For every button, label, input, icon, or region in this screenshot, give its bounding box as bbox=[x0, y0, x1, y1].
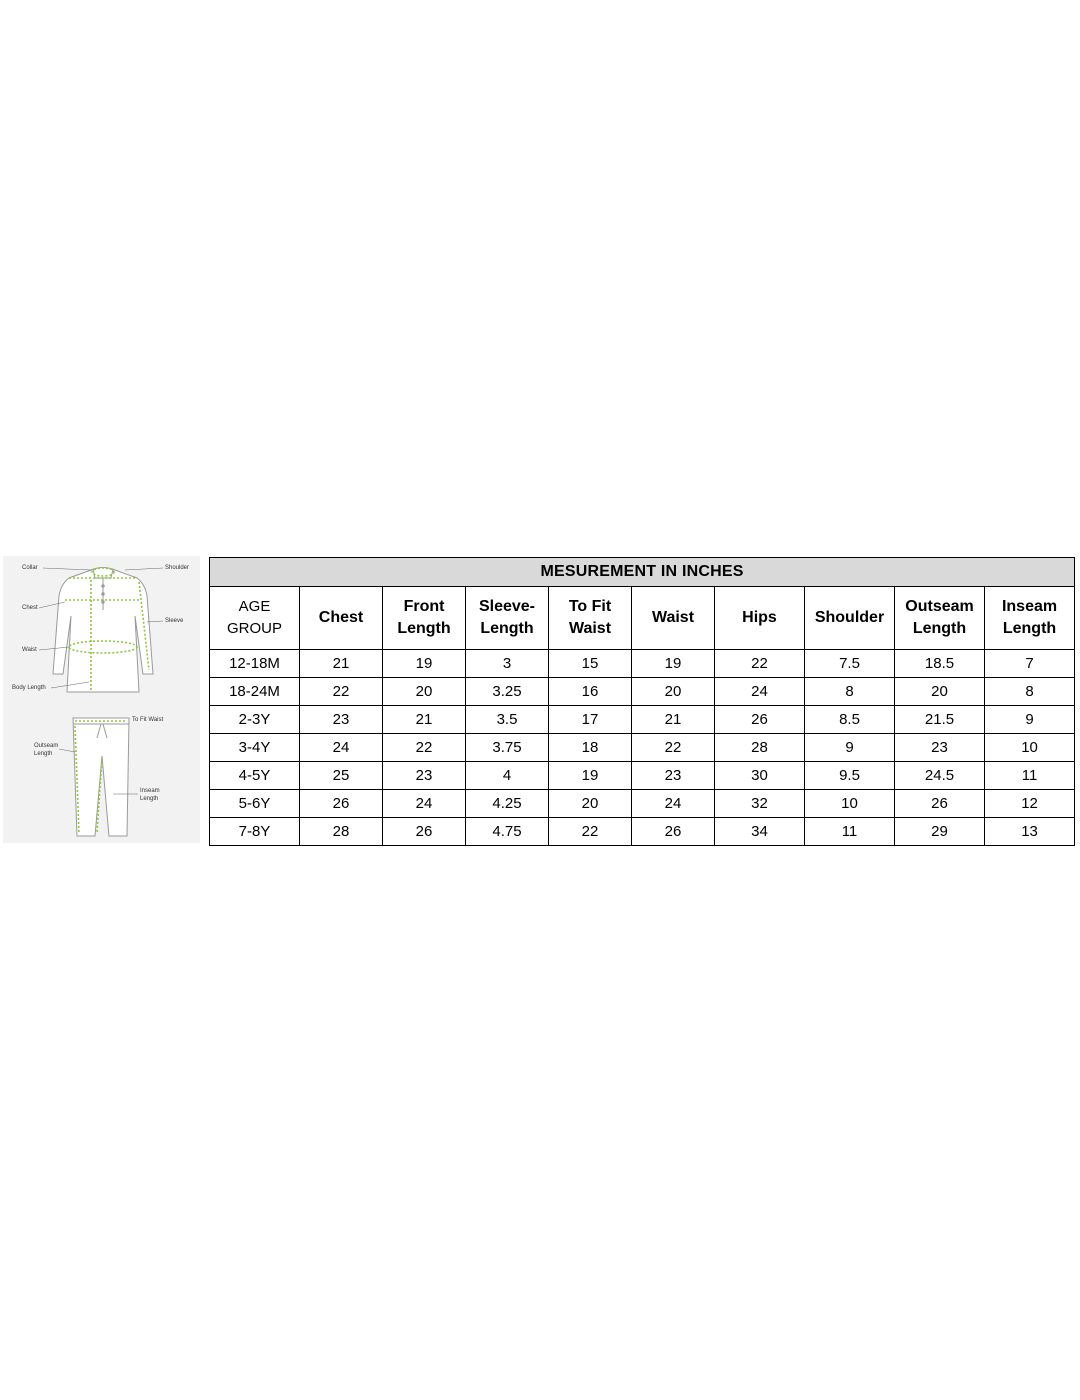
table-header-row bbox=[210, 587, 1075, 650]
kurta-pajama-illustration bbox=[3, 556, 200, 843]
measurement-cell: 7 bbox=[985, 650, 1075, 678]
label-body-length: Body Length bbox=[12, 685, 46, 691]
label-shoulder: Shoulder bbox=[165, 565, 190, 571]
age-group-cell: 4-5Y bbox=[210, 762, 300, 790]
column-header-line: Hips bbox=[742, 609, 777, 626]
measurement-cell: 13 bbox=[985, 818, 1075, 846]
measurement-cell: 26 bbox=[715, 706, 805, 734]
column-header bbox=[895, 587, 985, 650]
measurement-cell: 21 bbox=[300, 650, 383, 678]
label-inseam-1: Inseam bbox=[140, 788, 160, 794]
measurement-cell: 4.25 bbox=[466, 790, 549, 818]
label-outseam-1: Outseam bbox=[34, 743, 59, 749]
column-header-line: Length bbox=[912, 620, 967, 637]
table-row bbox=[210, 706, 1075, 734]
measurement-cell: 26 bbox=[383, 818, 466, 846]
table-row bbox=[210, 762, 1075, 790]
measurement-cell: 9.5 bbox=[805, 762, 895, 790]
pajama-outline bbox=[73, 718, 129, 836]
measurement-cell: 15 bbox=[549, 650, 632, 678]
measurement-cell: 9 bbox=[805, 734, 895, 762]
label-to-fit-waist: To Fit Waist bbox=[132, 717, 164, 723]
column-header bbox=[300, 587, 383, 650]
table-body bbox=[210, 650, 1075, 846]
column-header-line: Length bbox=[397, 620, 451, 637]
column-header bbox=[715, 587, 805, 650]
measurement-cell: 20 bbox=[895, 678, 985, 706]
size-chart-table bbox=[209, 557, 1075, 846]
column-header bbox=[549, 587, 632, 650]
measurement-cell: 24 bbox=[715, 678, 805, 706]
measurement-cell: 9 bbox=[985, 706, 1075, 734]
label-chest: Chest bbox=[22, 605, 38, 611]
label-outseam-2: Length bbox=[34, 751, 53, 757]
column-header-line: Length bbox=[1002, 620, 1057, 637]
measurement-cell: 21 bbox=[383, 706, 466, 734]
measurement-cell: 29 bbox=[895, 818, 985, 846]
column-header-line: Waist bbox=[568, 620, 612, 637]
measurement-cell: 3.25 bbox=[466, 678, 549, 706]
column-header bbox=[383, 587, 466, 650]
measurement-cell: 26 bbox=[632, 818, 715, 846]
measurement-cell: 23 bbox=[383, 762, 466, 790]
table-title-row bbox=[210, 558, 1075, 587]
measurement-cell: 28 bbox=[715, 734, 805, 762]
measurement-cell: 4 bbox=[466, 762, 549, 790]
column-header-line: Inseam bbox=[1001, 598, 1058, 615]
measurement-cell: 22 bbox=[549, 818, 632, 846]
measurement-cell: 28 bbox=[300, 818, 383, 846]
column-header-line: To Fit bbox=[568, 598, 612, 615]
column-header bbox=[466, 587, 549, 650]
measurement-cell: 10 bbox=[985, 734, 1075, 762]
measurement-cell: 4.75 bbox=[466, 818, 549, 846]
column-header-line: Waist bbox=[651, 609, 695, 626]
measurement-cell: 7.5 bbox=[805, 650, 895, 678]
measurement-cell: 20 bbox=[549, 790, 632, 818]
measurement-cell: 22 bbox=[383, 734, 466, 762]
age-group-cell: 3-4Y bbox=[210, 734, 300, 762]
measurement-cell: 8 bbox=[985, 678, 1075, 706]
measurement-cell: 22 bbox=[632, 734, 715, 762]
table-row bbox=[210, 734, 1075, 762]
measurement-cell: 24 bbox=[383, 790, 466, 818]
table-row bbox=[210, 678, 1075, 706]
age-group-cell: 18-24M bbox=[210, 678, 300, 706]
column-header-line: AGE GROUP bbox=[226, 598, 282, 637]
measurement-cell: 10 bbox=[805, 790, 895, 818]
table-row bbox=[210, 818, 1075, 846]
column-header-line: Length bbox=[480, 620, 534, 637]
measurement-cell: 19 bbox=[549, 762, 632, 790]
measurement-cell: 23 bbox=[300, 706, 383, 734]
measurement-cell: 24 bbox=[300, 734, 383, 762]
label-inseam-2: Length bbox=[140, 796, 159, 802]
measurement-cell: 22 bbox=[300, 678, 383, 706]
measurement-cell: 3.75 bbox=[466, 734, 549, 762]
measurement-cell: 32 bbox=[715, 790, 805, 818]
measurement-cell: 21.5 bbox=[895, 706, 985, 734]
table-title: MESUREMENT IN INCHES bbox=[210, 558, 1075, 587]
measurement-cell: 20 bbox=[632, 678, 715, 706]
kurta-outline bbox=[53, 568, 153, 693]
measurement-cell: 11 bbox=[805, 818, 895, 846]
measurement-cell: 12 bbox=[985, 790, 1075, 818]
age-group-cell: 7-8Y bbox=[210, 818, 300, 846]
measurement-cell: 26 bbox=[895, 790, 985, 818]
measurement-cell: 8.5 bbox=[805, 706, 895, 734]
measurement-cell: 25 bbox=[300, 762, 383, 790]
measurement-cell: 18.5 bbox=[895, 650, 985, 678]
column-header bbox=[632, 587, 715, 650]
measurement-cell: 22 bbox=[715, 650, 805, 678]
column-header bbox=[210, 587, 300, 650]
label-sleeve: Sleeve bbox=[165, 618, 184, 624]
label-collar: Collar bbox=[22, 565, 38, 571]
column-header bbox=[805, 587, 895, 650]
age-group-cell: 5-6Y bbox=[210, 790, 300, 818]
column-header-line: Outseam bbox=[905, 598, 974, 615]
table-row bbox=[210, 790, 1075, 818]
measurement-cell: 23 bbox=[895, 734, 985, 762]
measurement-cell: 23 bbox=[632, 762, 715, 790]
column-header bbox=[985, 587, 1075, 650]
measurement-cell: 11 bbox=[985, 762, 1075, 790]
measurement-cell: 20 bbox=[383, 678, 466, 706]
measurement-cell: 34 bbox=[715, 818, 805, 846]
column-header-line: Shoulder bbox=[814, 609, 885, 626]
age-group-cell: 2-3Y bbox=[210, 706, 300, 734]
measurement-cell: 24.5 bbox=[895, 762, 985, 790]
measurement-cell: 3 bbox=[466, 650, 549, 678]
measurement-cell: 30 bbox=[715, 762, 805, 790]
garment-measurement-diagram bbox=[3, 556, 200, 843]
column-header-line: Sleeve- bbox=[478, 598, 536, 615]
measurement-cell: 16 bbox=[549, 678, 632, 706]
age-group-cell: 12-18M bbox=[210, 650, 300, 678]
measurement-cell: 19 bbox=[383, 650, 466, 678]
measurement-cell: 21 bbox=[632, 706, 715, 734]
table-row bbox=[210, 650, 1075, 678]
measurement-cell: 19 bbox=[632, 650, 715, 678]
measurement-cell: 24 bbox=[632, 790, 715, 818]
measurement-cell: 18 bbox=[549, 734, 632, 762]
column-header-line: Front bbox=[403, 598, 445, 615]
measurement-cell: 3.5 bbox=[466, 706, 549, 734]
label-waist: Waist bbox=[22, 647, 37, 653]
measurement-cell: 8 bbox=[805, 678, 895, 706]
measurement-cell: 17 bbox=[549, 706, 632, 734]
column-header-line: Chest bbox=[318, 609, 364, 626]
measurement-cell: 26 bbox=[300, 790, 383, 818]
